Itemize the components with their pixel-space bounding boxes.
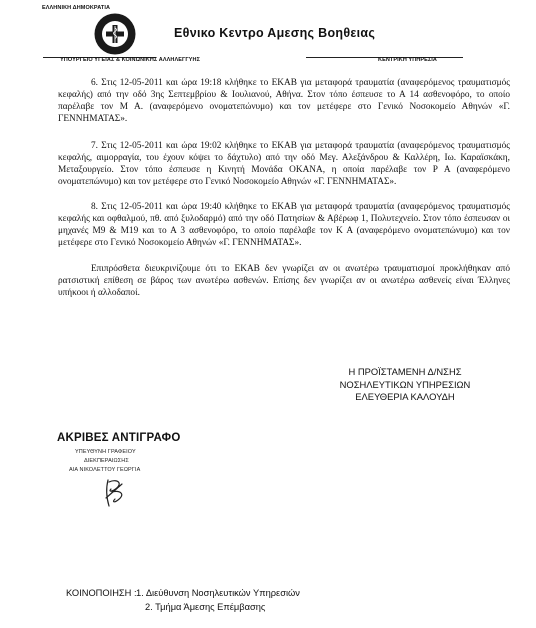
signature-department: ΝΟΣΗΛΕΥΤΙΚΩΝ ΥΠΗΡΕΣΙΩΝ [339, 378, 471, 390]
stamp-line-2: ΔΙΕΚΠΕΡΑΙΩΣΗΣ [84, 458, 129, 464]
ministry-label: ΥΠΟΥΡΓΕΙΟ ΥΓΕΙΑΣ & ΚΟΙΝΩΝΙΚΗΣ ΑΛΛΗΛΕΓΓΥΗΣ [60, 57, 201, 63]
handwritten-signature [100, 476, 134, 510]
paragraph-7: 7. Στις 12-05-2011 και ώρα 19:02 κλήθηκε το ΕΚΑΒ για μεταφορά τραυματία (αναφερόμενος τραυματισμός κεφαλής, αιμορραγία, του έχουν κόψει το δάχτυλο) από την οδό Μεγ. Αλεξάνδρου & Καλλέρη, Ιω. Καραϊσκάκη, Μεταξουργείο. Στον τόπο έσπευσε η Κινητή Μονάδα ΟΚΑΝΑ, η οποία παρέλαβε τον Ρ Α (αναφερόμενο ονοματεπώνυμο) και τον μετέφερε στο Γενικό Νοσοκομείο Αθηνών «Γ. ΓΕΝΝΗΜΑΤΑΣ». [58, 141, 510, 187]
cc-item-1: 1. Διεύθυνση Νοσηλευτικών Υπηρεσιών [136, 588, 300, 598]
ekab-logo [92, 12, 138, 56]
certified-copy-stamp [57, 432, 181, 480]
paragraph-8: 8. Στις 12-05-2011 και ώρα 19:40 κλήθηκε το ΕΚΑΒ για μεταφορά τραυματία (αναφερόμενος τραυματισμός κεφαλής και οφθαλμού, πθ. από ξυλοδαρμό) από την οδό Πατησίων & Αβέρωφ 1, Πολυτεχνείο. Στον τόπο έσπευσαν οι μηχανές Μ9 & Μ19 και το Α 3 ασθενοφόρο, το οποίο παρέλαβε τον Κ Α (αναφερόμενο ονοματεπώνυμο) και τον μετέφερε στο Γενικό Νοσοκομείο Αθηνών «Γ. ΓΕΝΝΗΜΑΤΑΣ». [58, 202, 510, 248]
organization-title: Εθνικο Κεντρο Αμεσης Βοηθειας [174, 26, 376, 40]
stamp-line-1: ΥΠΕΥΘΥΝΗ ΓΡΑΦΕΙΟΥ [75, 449, 136, 455]
paragraph-6: 6. Στις 12-05-2011 και ώρα 19:18 κλήθηκε το ΕΚΑΒ για μεταφορά τραυματία (αναφερόμενος τραυματισμός κεφαλής) από την οδό 3ης Σεπτεμβρίου & Ιουλιανού, Αθήνα. Στον τόπο έσπευσε το Α 14 ασθενοφόρο, το οποίο παρέλαβε τον Μ Α. (αναφερόμενο ονοματεπώνυμο) και τον μετέφερε στο Γενικό Νοσοκομείο Αθηνών «Γ. ΓΕΝΝΗΜΑΤΑΣ». [58, 78, 510, 124]
cc-item-2: 2. Τμήμα Άμεσης Επέμβασης [145, 602, 266, 612]
signature-block [320, 366, 490, 404]
stamp-line-3: ΑΙΑ ΝΙΚΟΛΕΤΤΟΥ ΓΕΩΡΓΙΑ [69, 467, 141, 473]
paragraph-conclusion: Επιπρόσθετα διευκρινίζουμε ότι το ΕΚΑΒ δεν γνωρίζει αν οι ανωτέρω τραυματισμοί προκλήθηκαν από ρατσιστική επίθεση σε βάρος των ανωτέρω ασθενών. Επίσης δεν γνωρίζει αν οι ανωτέρω ασθενείς είναι Έλληνες υπήκοοι ή αλλοδαποί. [58, 264, 510, 298]
republic-label: ΕΛΛΗΝΙΚΗ ΔΗΜΟΚΡΑΤΙΑ [42, 5, 111, 11]
signature-title: Η ΠΡΟΪΣΤΑΜΕΝΗ Δ/ΝΣΗΣ [348, 366, 462, 377]
signature-name: ΕΛΕΥΘΕΡΙΑ ΚΑΛΟΥΔΗ [355, 391, 455, 402]
cc-label: ΚΟΙΝΟΠΟΙΗΣΗ : [66, 588, 137, 598]
service-label: ΚΕΝΤΡΙΚΗ ΥΠΗΡΕΣΙΑ [378, 57, 437, 63]
stamp-title: ΑΚΡΙΒΕΣ ΑΝΤΙΓΡΑΦΟ [57, 432, 181, 444]
